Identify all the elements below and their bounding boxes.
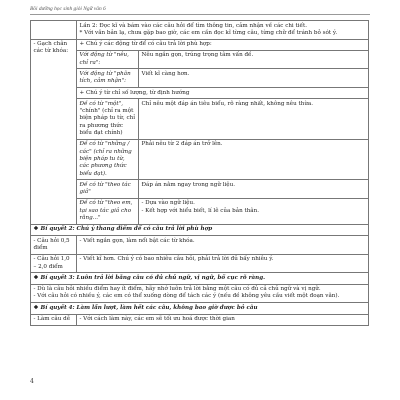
table-cell: - Viết ngắn gọn, làm nổi bật các từ khóa. [77,236,369,255]
table-cell [139,198,369,224]
table-cell: Nêu ngắn gọn, trúng trọng tâm vấn đề. [139,50,369,69]
table-row [31,39,369,50]
table-row [31,99,369,139]
table-cell: Đáp án nằm ngay trong ngữ liệu. [139,180,369,199]
table-cell: Với động từ "nêu, chỉ ra": [77,50,139,69]
document-body [30,20,368,326]
table-row [31,273,369,284]
verb-note: + Chú ý các động từ để có câu trả lời phù hợp: [77,39,369,50]
table-row [31,236,369,255]
table-row [31,198,369,224]
table-cell: - Viết kĩ hơn. Chú ý có bao nhiêu câu hỏi, phải trả lời đủ bấy nhiêu ý. [77,254,369,273]
table-cell: Đề có từ "theo tác giả" [77,180,139,199]
quantity-note: + Chú ý từ chỉ số lượng, từ định hướng [77,88,369,99]
tip-heading-text: Bí quyết 2: Chú ý thang điểm để có câu trả lời phù hợp [40,226,213,233]
table-cell [77,21,369,40]
page-number: 4 [30,378,34,385]
tip-heading [31,303,369,314]
table-cell [77,99,139,139]
keyword-label: - Gạch chân các từ khóa: [31,39,77,224]
table-row [31,88,369,99]
table-cell-text: - Dựa vào ngữ liệu. [141,200,195,207]
table-cell: Đề có từ "những / các" (chỉ ra những biện pháp tu từ, các phương thức biểu đạt). [77,139,139,179]
table-row [31,21,369,40]
table-cell-text: - Dù là câu hỏi nhiều điểm hay ít điểm, hãy nhớ luôn trả lời bằng một câu có đủ cả chủ ngữ và vị ngữ. [33,286,321,293]
table-cell: - Làm câu dễ [31,314,77,325]
table-row [31,254,369,273]
table-cell: - Với cách làm này, các em sẽ tối ưu hoá được thời gian [77,314,369,325]
table-cell-text: - Với câu hỏi có nhiều ý, các em có thể xuống dòng để tách các ý (nếu đề không yêu cầu viết một đoạn văn). [33,293,340,300]
reading-note: * Với văn bản lạ, chưa gặp bao giờ, các em cần đọc kĩ từng câu, từng chữ để tránh bỏ sót ý. [79,29,338,36]
reading-step-2: Lần 2: Đọc kĩ và bám vào các câu hỏi để tìm thông tin, cảm nhận về các chi tiết. [79,22,308,29]
table-cell-text: Đề có từ "một", [79,100,123,107]
tip-heading [31,224,369,235]
table-cell [31,284,369,303]
table-row [31,50,369,69]
table-cell: Đề có từ "theo em, tại sao tác giả cho rằng..." [77,198,139,224]
tips-table [30,20,369,326]
table-cell: - Câu hỏi 1,0 – 2,0 điểm [31,254,77,273]
table-cell: Chỉ nêu một đáp án tiêu biểu, rõ ràng nhất, không nêu thừa. [139,99,369,139]
diamond-bullet-icon: ❖ [33,304,39,311]
table-cell: Với động từ "phân tích, cảm nhận": [77,69,139,88]
table-row [31,69,369,88]
table-row [31,180,369,199]
tip-heading-text: Bí quyết 4: Làm lần lượt, làm hết các câu, không bao giờ được bỏ câu [40,304,258,311]
diamond-bullet-icon: ❖ [33,274,39,281]
table-cell: Phải nêu từ 2 đáp án trở lên. [139,139,369,179]
diamond-bullet-icon: ❖ [33,226,39,233]
tip-heading-text: Bí quyết 3: Luôn trả lời bằng câu có đủ chủ ngữ, vị ngữ, bố cục rõ ràng. [40,274,266,281]
table-row [31,303,369,314]
header-title: Bồi dưỡng học sinh giỏi Ngữ văn 6 [30,6,106,12]
header-rule [30,14,370,15]
table-row [31,224,369,235]
table-cell-text: - Kết hợp với hiểu biết, lí lẽ của bản thân. [141,207,260,214]
table-cell: Viết kĩ càng hơn. [139,69,369,88]
table-row [31,139,369,179]
table-row [31,284,369,303]
tip-heading [31,273,369,284]
running-header [30,4,370,16]
table-cell-text: "chính" (chỉ ra một biện pháp tu từ, chỉ ra phương thức biểu đạt chính) [79,108,135,137]
table-cell: - Câu hỏi 0,5 điểm [31,236,77,255]
table-row [31,314,369,325]
